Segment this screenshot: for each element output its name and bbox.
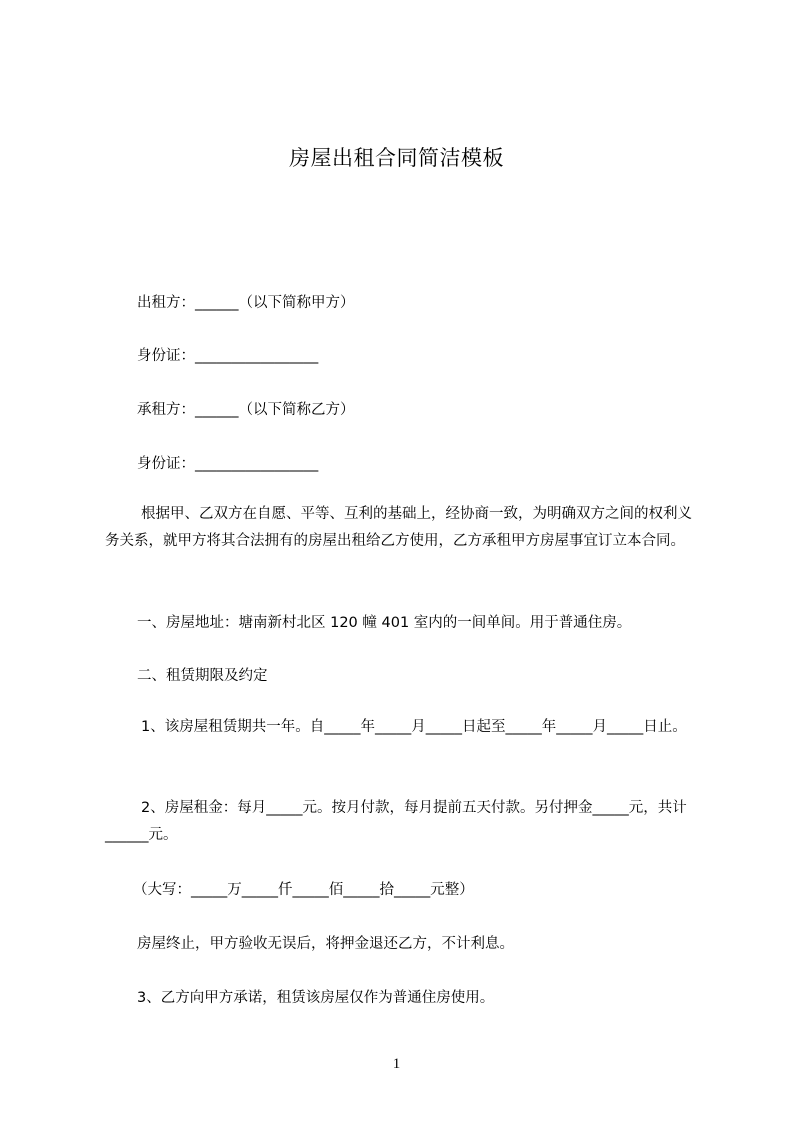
document-title: 房屋出租合同简洁模板 [289,146,504,170]
lessor-line: 出租方：______（以下简称甲方） [137,295,355,311]
lessee-id-line: 身份证：_________________ [137,456,319,472]
clause-2-1-term: 1、该房屋租赁期共一年。自_____年_____月_____日起至_____年_____月_____日止。 [141,719,687,735]
clause-2-2-rent: 2、房屋租金：每月_____元。按月付款，每月提前五天付款。另付押金_____元，共计______元。 [105,800,687,843]
preamble-paragraph: 根据甲、乙双方在自愿、平等、互利的基础上，经协商一致，为明确双方之间的权利义务关系，就甲方将其合法拥有的房屋出租给乙方使用，乙方承租甲方房屋事宜订立本合同。 [105,506,692,549]
lessee-line: 承租方：______（以下简称乙方） [137,402,355,418]
clause-2-heading: 二、租赁期限及约定 [137,668,268,684]
lessor-id-line: 身份证：_________________ [137,348,319,364]
capital-amount-line: （大写：_____万_____仟_____佰_____拾_____元整） [133,882,474,898]
clause-1-address: 一、房屋地址：塘南新村北区 120 幢 401 室内的一间单间。用于普通住房。 [137,615,632,631]
deposit-return-line: 房屋终止，甲方验收无误后，将押金退还乙方，不计利息。 [137,936,514,952]
page-number: 1 [392,1056,401,1072]
clause-2-3-usage: 3、乙方向甲方承诺，租赁该房屋仅作为普通住房使用。 [137,990,495,1006]
